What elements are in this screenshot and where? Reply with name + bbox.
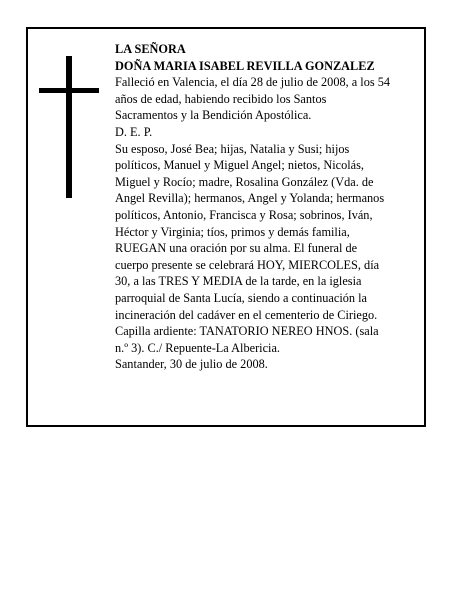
notice-heading: LA SEÑORA <box>115 42 186 56</box>
rest-in-peace: D. E. P. <box>115 124 153 139</box>
body-line: Sacramentos y la Bendición Apostólica. <box>115 108 312 123</box>
deceased-name: DOÑA MARIA ISABEL REVILLA GONZALEZ <box>115 58 375 73</box>
body-line: Falleció en Valencia, el día 28 de julio de 2008, a los 54 <box>115 75 391 90</box>
body-line: incineración del cadáver en el cementerio de Ciriego. <box>115 307 378 322</box>
obituary-notice <box>26 27 426 427</box>
cross-icon <box>66 56 72 198</box>
body-line: RUEGAN una oración por su alma. El funeral de <box>115 241 358 256</box>
body-line: Capilla ardiente: TANATORIO NEREO HNOS. (sala <box>115 324 379 339</box>
body-line: cuerpo presente se celebrará HOY, MIERCOLES, día <box>115 257 380 272</box>
date-line: Santander, 30 de julio de 2008. <box>115 357 268 372</box>
body-line: Su esposo, José Bea; hijas, Natalia y Susi; hijos <box>115 141 350 156</box>
body-line: políticos, Manuel y Miguel Angel; nietos, Nicolás, <box>115 158 364 173</box>
body-line: Angel Revilla); hermanos, Angel y Yolanda; hermanos <box>115 191 385 206</box>
cross-icon-crossbar <box>39 88 99 93</box>
body-line: años de edad, habiendo recibido los Santos <box>115 91 327 106</box>
body-line: parroquial de Santa Lucía, siendo a continuación la <box>115 290 367 305</box>
body-line: Héctor y Virginia; tíos, primos y demás familia, <box>115 224 350 239</box>
body-line: 30, a las TRES Y MEDIA de la tarde, en la iglesia <box>115 274 362 289</box>
body-line: n.º 3). C./ Repuente-La Albericia. <box>115 340 280 355</box>
body-line: Miguel y Rocío; madre, Rosalina González (Vda. de <box>115 174 374 189</box>
obituary-text <box>115 41 427 373</box>
body-line: políticos, Antonio, Francisca y Rosa; sobrinos, Iván, <box>115 207 373 222</box>
